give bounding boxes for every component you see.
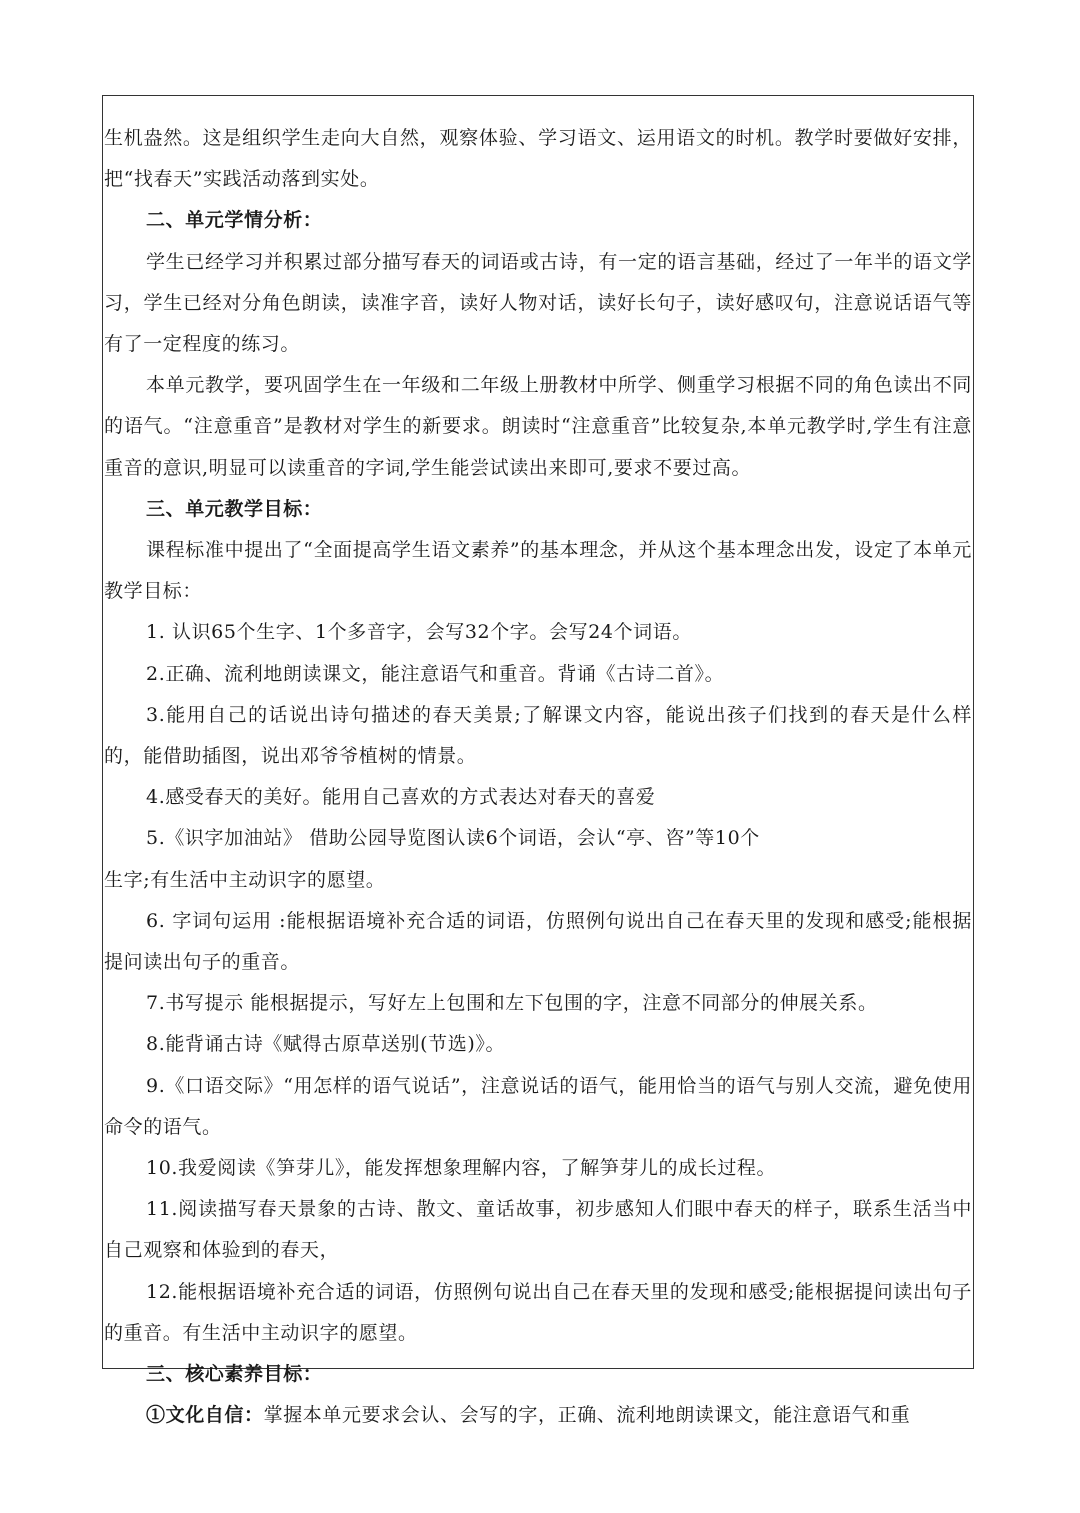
goal-item-9: 9.《口语交际》“用怎样的语气说话”，注意说话的语气，能用恰当的语气与别人交流，避免使用命令的语气。 — [104, 1074, 972, 1138]
goal-item-1: 1. 认识65个生字、1个多音字，会写32个字。会写24个词语。 — [146, 621, 692, 644]
goal-item-8: 8.能背诵古诗《赋得古原草送别(节选)》。 — [146, 1033, 506, 1056]
goal-item-5: 5.《识字加油站》 借助公园导览图认读6个词语，会认“亭、咨”等10个 — [146, 827, 760, 850]
paragraph-learning-analysis-2: 本单元教学，要巩固学生在一年级和二年级上册教材中所学、侧重学习根据不同的角色读出不同的语气。“注意重音”是教材对学生的新要求。朗读时“注意重音”比较复杂,本单元教学时,学生有注意重音的意识,明显可以读重音的字词,学生能尝试读出来即可,要求不要过高。 — [104, 374, 972, 479]
document-body — [104, 118, 972, 1437]
section-heading-learning-analysis: 二、单元学情分析： — [146, 209, 323, 232]
goal-item-6: 6. 字词句运用 :能根据语境补充合适的词语，仿照例句说出自己在春天里的发现和感受;能根据提问读出句子的重音。 — [104, 909, 972, 974]
goal-item-10: 10.我爱阅读《笋芽儿》，能发挥想象理解内容，了解笋芽儿的成长过程。 — [146, 1157, 777, 1180]
goal-item-11: 11.阅读描写春天景象的古诗、散文、童话故事，初步感知人们眼中春天的样子，联系生活当中自己观察和体验到的春天， — [104, 1198, 972, 1262]
goal-item-5-continued: 生字;有生活中主动识字的愿望。 — [104, 868, 386, 891]
section-heading-core-literacy: 三、核心素养目标： — [146, 1363, 323, 1386]
paragraph-goals-intro: 课程标准中提出了“全面提高学生语文素养”的基本理念，并从这个基本理念出发，设定了本单元教学目标： — [104, 539, 972, 603]
goal-item-3: 3.能用自己的话说出诗句描述的春天美景;了解课文内容，能说出孩子们找到的春天是什么样的，能借助插图，说出邓爷爷植树的情景。 — [104, 703, 972, 768]
core-literacy-item-1-text: 掌握本单元要求会认、会写的字，正确、流利地朗读课文，能注意语气和重 — [263, 1404, 911, 1427]
paragraph-learning-analysis-1: 学生已经学习并积累过部分描写春天的词语或古诗，有一定的语言基础，经过了一年半的语文学习，学生已经对分角色朗读，读准字音，读好人物对话，读好长句子，读好感叹句，注意说话语气等有了一定程度的练习。 — [104, 250, 972, 356]
paragraph-intro-continued: 生机盎然。这是组织学生走向大自然，观察体验、学习语文、运用语文的时机。教学时要做好安排，把“找春天”实践活动落到实处。 — [104, 127, 972, 191]
goal-item-12: 12.能根据语境补充合适的词语，仿照例句说出自己在春天里的发现和感受;能根据提问读出句子的重音。有生活中主动识字的愿望。 — [104, 1280, 972, 1344]
core-literacy-item-1 — [104, 1395, 972, 1436]
goal-item-7: 7.书写提示 能根据提示，写好左上包围和左下包围的字，注意不同部分的伸展关系。 — [146, 992, 878, 1015]
core-literacy-item-1-lead: ①文化自信： — [146, 1404, 264, 1427]
goal-item-4: 4.感受春天的美好。能用自己喜欢的方式表达对春天的喜爱 — [146, 786, 656, 809]
section-heading-teaching-goals: 三、单元教学目标： — [146, 497, 323, 520]
goal-item-2: 2.正确、流利地朗读课文，能注意语气和重音。背诵《古诗二首》。 — [146, 662, 725, 685]
